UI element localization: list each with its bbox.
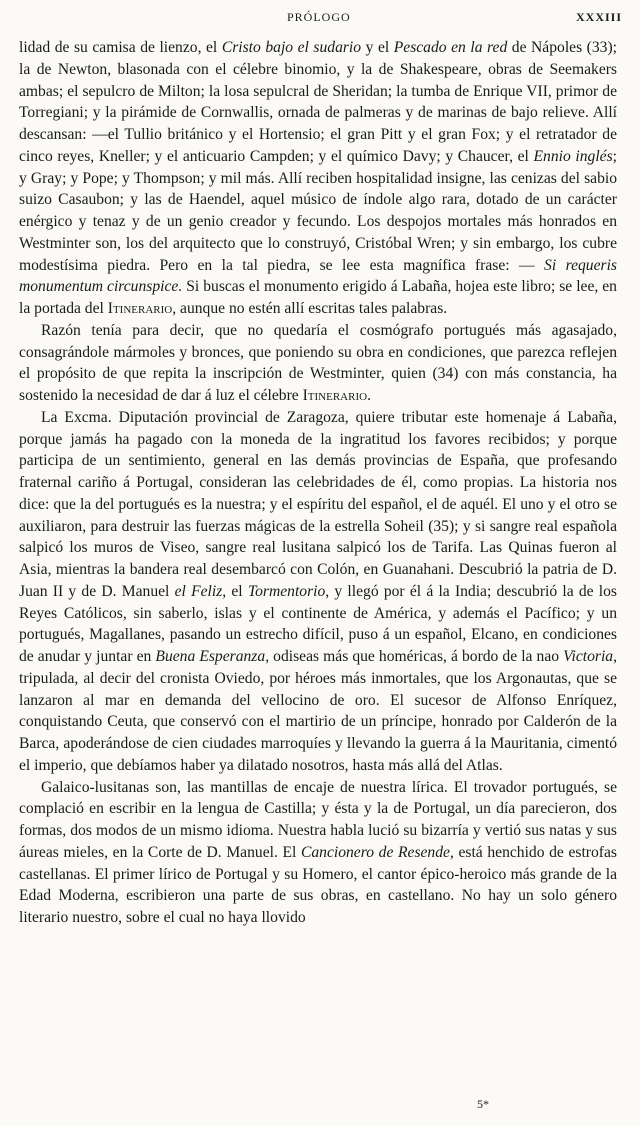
text-span: , y llegó por él á la India; descubrió la de los Reyes Católicos, sin saberlo, islas y el continente de América, y además el Pacífico; y un portugués, Magallanes, pasando un estrecho difícil, puso á un español, Elcano, en condiciones de anudar y juntar en [19, 582, 617, 665]
text-span: lidad de su camisa de lienzo, el [19, 39, 222, 56]
text-span: , está henchido de estrofas castellanas. El primer lírico de Portugal y su Homero, el cantor épico-heroico más grande de la Edad Moderna, escribieron una parte de sus obras, en castellano. No hay un solo género literario nuestro, sobre el cual no haya llovido [19, 843, 617, 926]
text-span: ; y Gray; y Pope; y Thompson; y mil más. Allí reciben hospitalidad insigne, las cenizas del sabio suizo Casaubon; y las de Haendel, aquel músico de índole algo rara, dotado de un carácter enérgico y tenaz y de un genio creador y fecundo. Los despojos mortales más honrados en Westminter son, los del arquitecto que lo construyó, Cristóbal Wren; y sin embargo, los cubre modestísima piedra. Pero en la tal piedra, se lee esta magnífica frase: — [19, 147, 617, 274]
text-span: y el [361, 39, 394, 56]
small-caps-span: Itinerario [302, 387, 368, 404]
paragraph [19, 37, 617, 320]
paragraph [19, 320, 617, 407]
text-span: . [367, 387, 371, 404]
text-span: Razón tenía para decir, que no quedaría el cosmógrafo portugués más agasajado, consagrándole mármoles y bronces, que poniendo su obra en condiciones, que parezca reflejen el propósito de que repita la inscripción de Westminter, quien (34) con más constancia, ha sostenido la necesidad de dar á luz el célebre [19, 321, 617, 404]
italic-span: Pescado en la red [393, 39, 508, 56]
italic-span: Cristo bajo el sudario [221, 39, 362, 56]
signature-mark: 5* [477, 1097, 489, 1111]
text-span: La Excma. Diputación provincial de Zaragoza, quiere tributar este homenaje á Labaña, porque jamás ha pagado con la moneda de la ingratitud los favores recibidos; y porque participa de un sentimiento, general en las demás provincias de España, que profesando fraternal cariño á Portugal, consideran las celebridades de él, como propias. La historia nos dice: que la del portugués es la nuestra; y el espíritu del español, el de aquél. El uno y el otro se auxiliaron, para destruir las fuerzas mágicas de la estrella Soheil (35); y si sangre real española salpicó los muros de Viseo, sangre real lusitana salpicó los de Tarifa. Las Quinas fueron al Asia, mientras la bandera real desembarcó con Colón, en Guanahani. Descubrió la patria de D. Juan II y de D. Manuel [19, 408, 617, 600]
body-text [19, 37, 617, 929]
paragraph [19, 777, 617, 929]
text-span: Galaico-lusitanas son, las mantillas de encaje de nuestra lírica. El trovador portugués, se complació en escribir en la lengua de Castilla; y ésta y la de Portugal, un día parecieron, dos formas, dos modos de un mismo idioma. Nuestra habla lució su bizarría y vertió sus natas y sus áureas mieles, en la Corte de D. Manuel. El [19, 778, 617, 861]
page-number: XXXIII [575, 10, 622, 24]
italic-span: Ennio inglés [533, 147, 613, 165]
running-head-title: PRÓLOGO [287, 10, 351, 24]
paragraph [19, 407, 617, 777]
italic-span: el Feliz [174, 582, 223, 600]
text-span: , tripulada, al decir del cronista Oviedo, por héroes más inmortales, que los Argonautas, que se lanzaron al mar en demanda del vellocino de oro. El sucesor de Alfonso Enríquez, conquistando Ceuta, que conservó con el martirio de un príncipe, honrado por Calderón de la Barca, apoderándose de cien ciudades marroquíes y llevando la guerra á la Mauritania, cimentó el imperio, que debíamos haber ya dilatado nosotros, hasta más allá del Atlas. [19, 648, 618, 774]
text-span: de Nápoles (33); la de Newton, blasonada con el célebre binomio, y la de Shakespeare, obras de Seemakers ambas; el sepulcro de Milton; la losa sepulcral de Sheridan; la tumba de Enrique VII, primor de Torregiani; y la pirámide de Cornwallis, ornada de palmeras y de marinas de bajo relieve. Allí descansan: —el Tullio británico y el Hortensio; el gran Pitt y el gran Fox; y el retratador de cinco reyes, Kneller; y el anticuario Campden; y el químico Davy; y Chaucer, el [19, 39, 617, 165]
italic-span: Si requeris monumentum circunspice. [19, 256, 617, 296]
text-span: , aunque no estén allí escritas tales palabras. [172, 300, 448, 317]
text-span: , odiseas más que homéricas, á bordo de la nao [265, 648, 564, 665]
italic-span: Cancionero de Resende [300, 843, 450, 861]
small-caps-span: Itinerario [107, 300, 173, 317]
text-span: , el [222, 582, 248, 600]
italic-span: Victoria [563, 648, 614, 665]
text-span: Si buscas el monumento erigido á Labaña, hojea este libro; se lee, en la portada del [19, 278, 617, 317]
running-head [0, 10, 640, 28]
italic-span: Buena Esperanza [155, 648, 266, 665]
italic-span: Tormentorio [247, 582, 326, 600]
